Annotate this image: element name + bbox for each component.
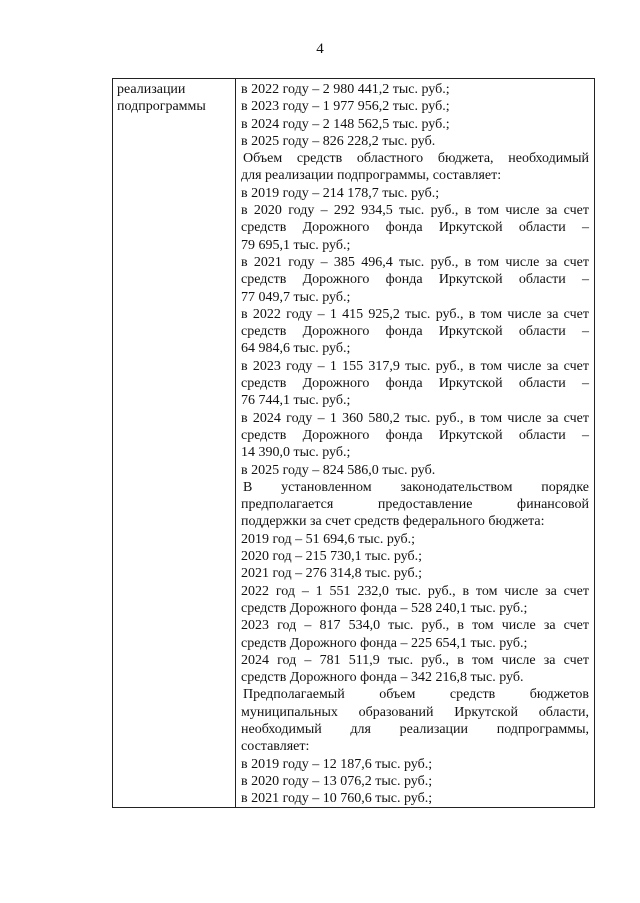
right-cell-line: 64 984,6 тыс. руб.; — [241, 341, 351, 357]
right-cell-line: в 2019 году – 12 187,6 тыс. руб.; — [241, 756, 433, 772]
right-cell-line: В установленном законодательством порядке — [243, 479, 589, 495]
right-cell-line: в 2021 году – 10 760,6 тыс. руб.; — [241, 791, 433, 807]
right-cell-line: средств Дорожного фонда – 225 654,1 тыс. руб.; — [241, 635, 528, 651]
right-cell-line: в 2020 году – 292 934,5 тыс. руб., в том числе за счет — [241, 203, 589, 219]
right-cell-line: средств Дорожного фонда Иркутской области – — [241, 272, 589, 288]
right-cell-line: в 2020 году – 13 076,2 тыс. руб.; — [241, 773, 433, 789]
right-cell-line: в 2022 году – 1 415 925,2 тыс. руб., в том числе за счет — [241, 306, 589, 322]
right-cell-line: средств Дорожного фонда Иркутской области – — [241, 220, 589, 236]
right-cell-line: в 2024 году – 2 148 562,5 тыс. руб.; — [241, 116, 450, 132]
right-cell-line: в 2019 году – 214 178,7 тыс. руб.; — [241, 185, 440, 201]
right-cell-line: в 2022 году – 2 980 441,2 тыс. руб.; — [241, 82, 450, 97]
right-cell-line: поддержки за счет средств федерального бюджета: — [241, 514, 545, 530]
right-cell-line: средств Дорожного фонда – 342 216,8 тыс. руб. — [241, 670, 524, 686]
right-cell-line: 2023 год – 817 534,0 тыс. руб., в том числе за счет — [241, 618, 589, 634]
page-number: 4 — [316, 41, 324, 57]
right-cell-line: в 2021 году – 385 496,4 тыс. руб., в том числе за счет — [241, 254, 589, 270]
left-cell-line: реализации — [117, 82, 186, 97]
right-cell-line: в 2025 году – 824 586,0 тыс. руб. — [241, 462, 436, 478]
right-cell-line: средств Дорожного фонда Иркутской области – — [241, 427, 589, 443]
right-cell — [241, 81, 589, 807]
right-cell-line: муниципальных образований Иркутской области, — [241, 704, 589, 720]
right-cell-line: средств Дорожного фонда Иркутской области – — [241, 324, 589, 340]
right-cell-line: 2024 год – 781 511,9 тыс. руб., в том числе за счет — [241, 652, 589, 668]
right-cell-line: необходимый для реализации подпрограммы, — [241, 721, 589, 737]
right-cell-line: в 2023 году – 1 977 956,2 тыс. руб.; — [241, 99, 450, 115]
right-cell-line: в 2024 году – 1 360 580,2 тыс. руб., в том числе за счет — [241, 410, 589, 426]
right-cell-line: предполагается предоставление финансовой — [241, 497, 589, 513]
left-cell-line: подпрограммы — [117, 99, 206, 115]
right-cell-line: в 2023 году – 1 155 317,9 тыс. руб., в том числе за счет — [241, 358, 589, 374]
right-cell-line: Объем средств областного бюджета, необходимый — [243, 151, 589, 167]
right-cell-line: 2020 год – 215 730,1 тыс. руб.; — [241, 549, 422, 565]
right-cell-line: средств Дорожного фонда – 528 240,1 тыс. руб.; — [241, 600, 528, 616]
right-cell-line: 77 049,7 тыс. руб.; — [241, 289, 351, 305]
left-cell — [117, 81, 231, 116]
right-cell-line: Предполагаемый объем средств бюджетов — [243, 687, 589, 703]
right-cell-line: для реализации подпрограммы, составляет: — [241, 168, 502, 184]
right-cell-line: 14 390,0 тыс. руб.; — [241, 445, 351, 461]
column-divider — [235, 79, 236, 807]
right-cell-line: 2022 год – 1 551 232,0 тыс. руб., в том числе за счет — [241, 583, 589, 599]
right-cell-line: 76 744,1 тыс. руб.; — [241, 393, 351, 409]
document-table — [112, 78, 595, 808]
right-cell-line: составляет: — [241, 739, 310, 755]
right-cell-line: 2021 год – 276 314,8 тыс. руб.; — [241, 566, 422, 582]
right-cell-line: 79 695,1 тыс. руб.; — [241, 237, 351, 253]
right-cell-line: 2019 год – 51 694,6 тыс. руб.; — [241, 531, 415, 547]
right-cell-line: в 2025 году – 826 228,2 тыс. руб. — [241, 133, 436, 149]
right-cell-line: средств Дорожного фонда Иркутской области – — [241, 376, 589, 392]
